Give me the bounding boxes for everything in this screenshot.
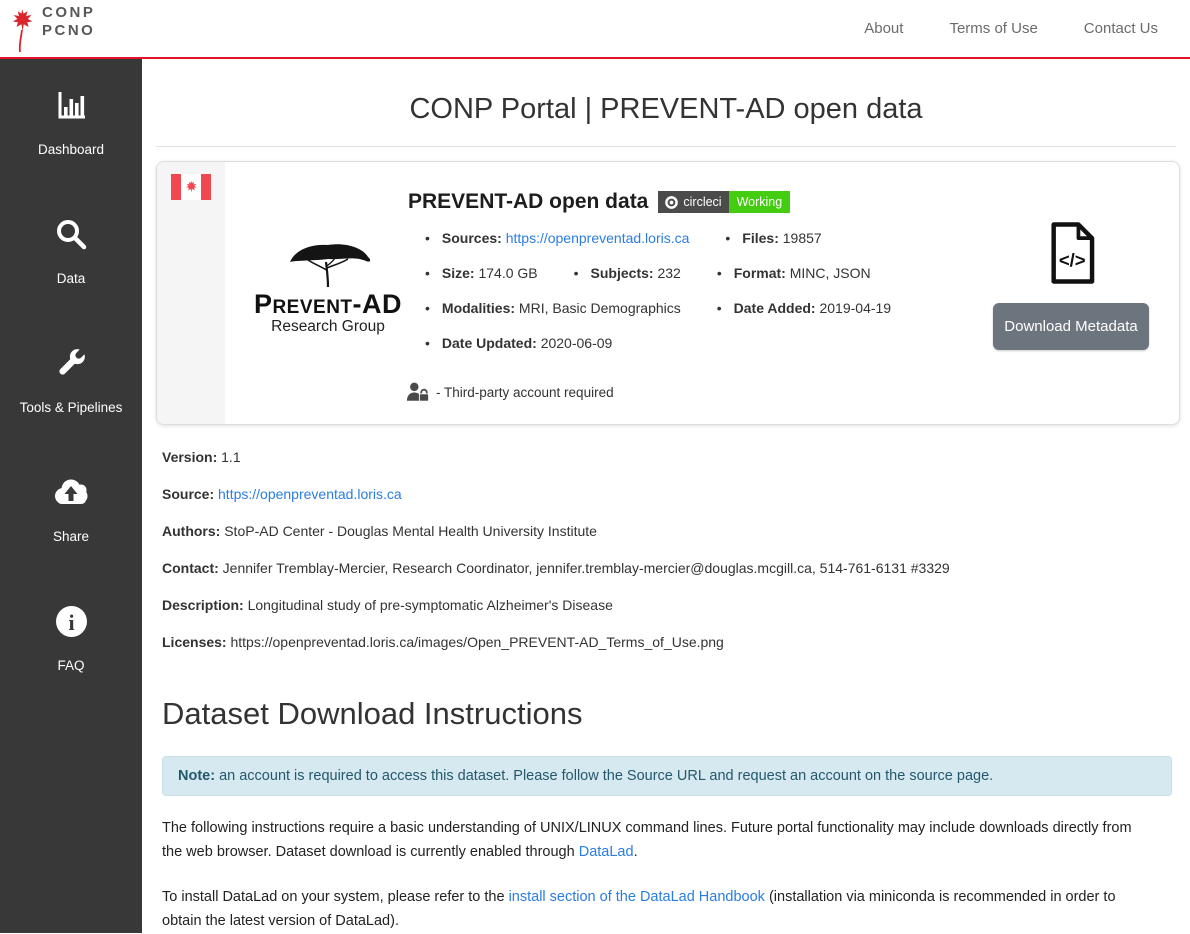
top-header bbox=[0, 0, 1190, 57]
circleci-badge-left-label: circleci bbox=[683, 195, 722, 209]
stat-format bbox=[717, 265, 871, 281]
brand-line1: CONP bbox=[42, 3, 96, 21]
download-instructions-heading: Dataset Download Instructions bbox=[162, 696, 583, 731]
sidebar-label-data: Data bbox=[56, 271, 86, 286]
para1-text: The following instructions require a basic understanding of UNIX/LINUX command lines. Future portal functionality may include downloads directly from the web browser. Dataset download is currently enabled through bbox=[162, 820, 1132, 860]
nav-about[interactable]: About bbox=[864, 20, 904, 37]
sidebar-label-tools-pipelines: Tools & Pipelines bbox=[19, 400, 123, 415]
detail-contact bbox=[162, 560, 1170, 576]
stat-date-updated-label: Date Updated: bbox=[441, 335, 537, 351]
download-metadata-button[interactable]: Download Metadata bbox=[993, 303, 1149, 350]
detail-licenses bbox=[162, 634, 1170, 650]
detail-authors-value: StoP-AD Center - Douglas Mental Health University Institute bbox=[224, 523, 597, 539]
svg-text:</>: </> bbox=[1058, 249, 1086, 271]
info-icon bbox=[55, 603, 88, 639]
stat-modalities-value: MRI, Basic Demographics bbox=[518, 300, 681, 316]
top-nav bbox=[864, 20, 1158, 37]
detail-source-link[interactable]: https://openpreventad.loris.ca bbox=[218, 486, 402, 502]
stat-date-added-label: Date Added: bbox=[733, 300, 816, 316]
circleci-badge-left bbox=[658, 191, 728, 213]
detail-description-value: Longitudinal study of pre-symptomatic Alzheimer's Disease bbox=[247, 597, 613, 613]
datalad-link[interactable]: DataLad bbox=[578, 843, 634, 860]
stat-modalities-label: Modalities: bbox=[441, 300, 516, 316]
sidebar bbox=[0, 59, 142, 933]
stat-size-label: Size: bbox=[441, 265, 475, 281]
detail-description-label: Description: bbox=[162, 597, 244, 613]
detail-source bbox=[162, 486, 1170, 502]
para2-text-end: (installation via miniconda is recommended in order to obtain the latest version of DataLad). bbox=[162, 888, 1116, 929]
stat-sources bbox=[425, 230, 689, 246]
preventad-logo-subtext: Research Group bbox=[271, 318, 385, 335]
conp-logo[interactable] bbox=[10, 4, 95, 54]
stat-sources-link[interactable]: https://openpreventad.loris.ca bbox=[505, 230, 690, 246]
canada-flag-icon bbox=[171, 174, 211, 200]
account-note-box bbox=[162, 756, 1172, 796]
dataset-stats bbox=[425, 230, 925, 370]
account-required-note bbox=[406, 382, 614, 402]
circleci-badge[interactable] bbox=[658, 191, 790, 213]
stat-subjects bbox=[574, 265, 681, 281]
instructions-paragraph-1 bbox=[162, 817, 1152, 865]
wrench-icon bbox=[53, 345, 89, 381]
stat-subjects-label: Subjects: bbox=[590, 265, 654, 281]
stat-size bbox=[425, 265, 538, 281]
brand-line2: PCNO bbox=[42, 21, 96, 39]
account-required-text: - Third-party account required bbox=[436, 384, 614, 400]
note-label: Note: bbox=[178, 768, 216, 784]
nav-contact-us[interactable]: Contact Us bbox=[1083, 20, 1158, 37]
stat-files-label: Files: bbox=[742, 230, 779, 246]
sidebar-item-dashboard[interactable] bbox=[11, 87, 131, 160]
detail-version bbox=[162, 449, 1170, 465]
sidebar-label-dashboard: Dashboard bbox=[37, 142, 105, 157]
main-content bbox=[142, 59, 1190, 933]
para2-text: To install DataLad on your system, please refer to the bbox=[162, 888, 509, 905]
detail-description bbox=[162, 597, 1170, 613]
header-accent-line bbox=[0, 57, 1190, 59]
svg-text:i: i bbox=[67, 609, 75, 635]
user-lock-icon bbox=[406, 382, 430, 402]
dataset-details bbox=[162, 449, 1170, 650]
bar-chart-icon bbox=[53, 87, 89, 123]
preventad-logo bbox=[239, 240, 417, 336]
stat-date-updated-value: 2020-06-09 bbox=[540, 335, 613, 351]
sidebar-item-data[interactable] bbox=[11, 216, 131, 289]
brand-text bbox=[42, 4, 95, 40]
sidebar-item-faq[interactable] bbox=[11, 603, 131, 676]
stat-date-added-value: 2019-04-19 bbox=[819, 300, 892, 316]
sidebar-item-tools-pipelines[interactable] bbox=[11, 345, 131, 418]
cloud-upload-icon bbox=[51, 474, 91, 510]
para1-text-end: . bbox=[633, 843, 638, 860]
dataset-card-body bbox=[225, 162, 1179, 424]
acacia-tree-icon bbox=[268, 240, 388, 288]
stat-sources-label: Sources: bbox=[441, 230, 502, 246]
detail-licenses-value: https://openpreventad.loris.ca/images/Open_PREVENT-AD_Terms_of_Use.png bbox=[230, 634, 724, 650]
stat-format-label: Format: bbox=[733, 265, 786, 281]
preventad-logo-text: Prevent-AD bbox=[253, 289, 403, 319]
detail-version-label: Version: bbox=[162, 449, 218, 465]
circleci-badge-status: Working bbox=[729, 191, 791, 213]
stat-size-value: 174.0 GB bbox=[478, 265, 538, 281]
detail-contact-label: Contact: bbox=[162, 560, 219, 576]
detail-licenses-label: Licenses: bbox=[162, 634, 227, 650]
dataset-title: PREVENT-AD open data bbox=[408, 190, 649, 213]
stat-date-updated bbox=[425, 335, 612, 351]
detail-source-label: Source: bbox=[162, 486, 215, 502]
stat-format-value: MINC, JSON bbox=[789, 265, 871, 281]
title-divider bbox=[156, 146, 1176, 147]
download-metadata-block bbox=[991, 222, 1151, 350]
stat-subjects-value: 232 bbox=[657, 265, 681, 281]
datalad-handbook-link[interactable]: install section of the DataLad Handbook bbox=[508, 888, 765, 905]
detail-contact-value: Jennifer Tremblay-Mercier, Research Coordinator, jennifer.tremblay-mercier@douglas.mcgill.ca, 514-761-6131 #3329 bbox=[222, 560, 950, 576]
nav-terms-of-use[interactable]: Terms of Use bbox=[949, 20, 1038, 37]
stat-files-value: 19857 bbox=[782, 230, 822, 246]
instructions-paragraph-2 bbox=[162, 886, 1152, 934]
note-text: an account is required to access this dataset. Please follow the Source URL and request an account on the source page. bbox=[215, 768, 994, 784]
dataset-card-strip bbox=[157, 162, 225, 424]
detail-authors-label: Authors: bbox=[162, 523, 221, 539]
circleci-logo-icon bbox=[665, 196, 678, 209]
code-file-icon bbox=[1045, 222, 1097, 284]
stat-files bbox=[725, 230, 821, 246]
sidebar-label-faq: FAQ bbox=[57, 658, 85, 673]
detail-authors bbox=[162, 523, 1170, 539]
sidebar-item-share[interactable] bbox=[11, 474, 131, 547]
detail-version-value: 1.1 bbox=[221, 449, 241, 465]
dataset-card bbox=[156, 161, 1180, 425]
stat-date-added bbox=[717, 300, 891, 316]
sidebar-label-share: Share bbox=[52, 529, 90, 544]
page-title: CONP Portal | PREVENT-AD open data bbox=[409, 93, 923, 125]
search-icon bbox=[54, 216, 88, 252]
stat-modalities bbox=[425, 300, 681, 316]
maple-leaf-icon bbox=[10, 8, 40, 54]
